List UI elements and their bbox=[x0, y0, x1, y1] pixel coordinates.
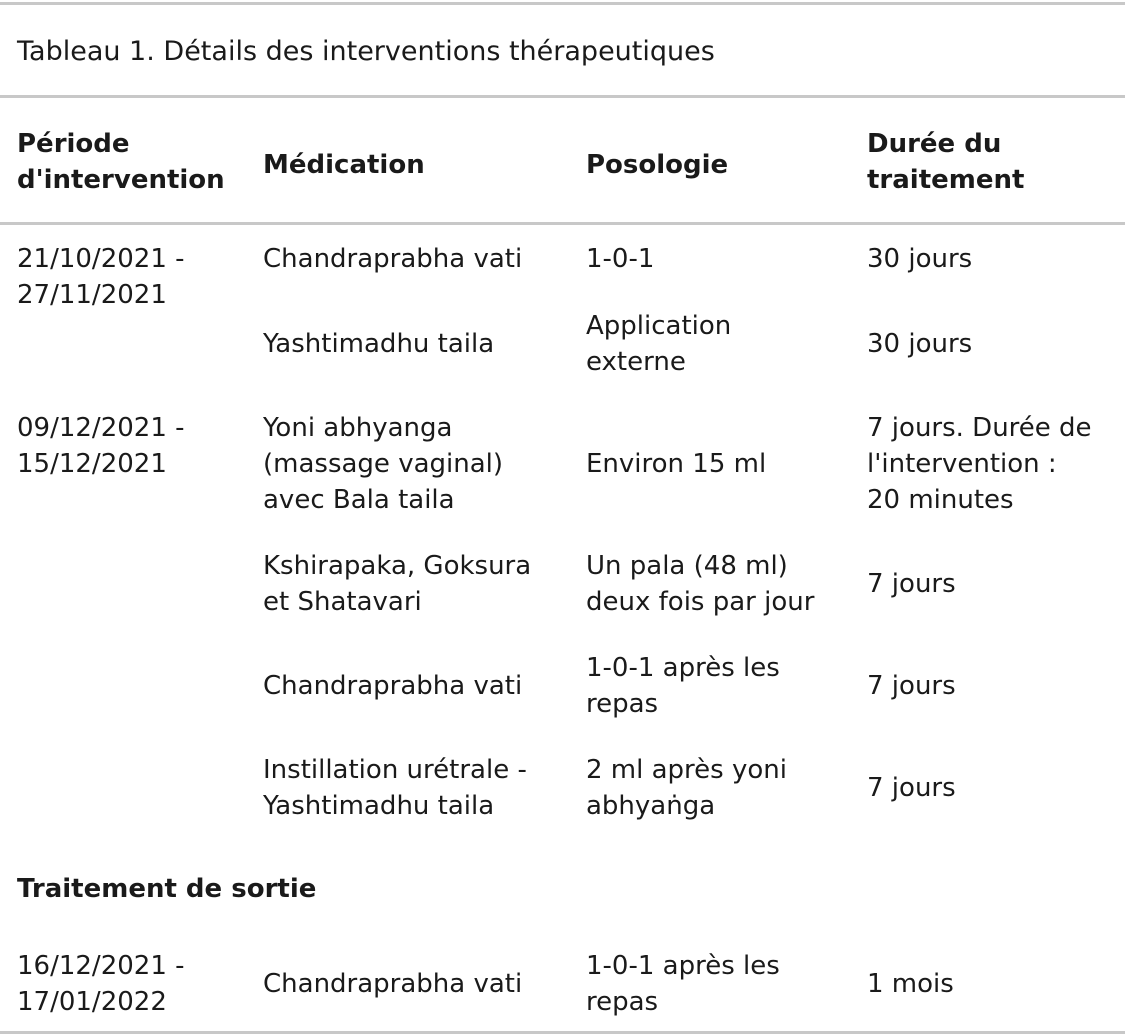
table-row-3-duration: 7 jours bbox=[867, 569, 956, 599]
discharge-row-dosage: 1-0-1 après les repas bbox=[586, 951, 780, 1017]
table-row-2-duration: 7 jours. Durée de l'intervention : 20 minutes bbox=[867, 413, 1092, 515]
table-caption: Tableau 1. Détails des interventions thérapeutiques bbox=[17, 36, 715, 67]
table-row-1-duration: 30 jours bbox=[867, 329, 973, 359]
discharge-row-medication: Chandraprabha vati bbox=[263, 969, 523, 999]
caption-rule bbox=[0, 95, 1125, 98]
table-row-2-dosage: Environ 15 ml bbox=[586, 449, 767, 479]
table-row-5-duration: 7 jours bbox=[867, 773, 956, 803]
table-row-4-duration: 7 jours bbox=[867, 671, 956, 701]
section-heading-discharge: Traitement de sortie bbox=[17, 874, 317, 904]
column-header-medication: Médication bbox=[263, 150, 425, 180]
table-row-3-medication: Kshirapaka, Goksura et Shatavari bbox=[263, 551, 532, 617]
column-header-duration: Durée du traitement bbox=[867, 129, 1025, 195]
table-row-0-duration: 30 jours bbox=[867, 244, 973, 274]
table-row-4-dosage: 1-0-1 après les repas bbox=[586, 653, 780, 719]
table-row-2-period: 09/12/2021 - 15/12/2021 bbox=[17, 413, 185, 479]
discharge-row-duration: 1 mois bbox=[867, 969, 954, 999]
table-row-2-medication: Yoni abhyanga (massage vaginal) avec Bala taila bbox=[263, 413, 504, 515]
header-rule bbox=[0, 222, 1125, 225]
table-row-3-dosage: Un pala (48 ml) deux fois par jour bbox=[586, 551, 815, 617]
column-header-period: Période d'intervention bbox=[17, 129, 225, 195]
table-row-0-medication: Chandraprabha vati bbox=[263, 244, 523, 274]
table-row-0-period: 21/10/2021 - 27/11/2021 bbox=[17, 244, 185, 310]
table-row-1-medication: Yashtimadhu taila bbox=[263, 329, 495, 359]
table-row-5-dosage: 2 ml après yoni abhyaṅga bbox=[586, 755, 787, 821]
top-rule bbox=[0, 2, 1125, 5]
table-row-5-medication: Instillation urétrale - Yashtimadhu taila bbox=[263, 755, 527, 821]
column-header-dosage: Posologie bbox=[586, 150, 729, 180]
bottom-rule bbox=[0, 1031, 1125, 1034]
table-row-4-medication: Chandraprabha vati bbox=[263, 671, 523, 701]
table-row-1-dosage: Application externe bbox=[586, 311, 732, 377]
discharge-row-period: 16/12/2021 - 17/01/2022 bbox=[17, 951, 185, 1017]
table-row-0-dosage: 1-0-1 bbox=[586, 244, 655, 274]
